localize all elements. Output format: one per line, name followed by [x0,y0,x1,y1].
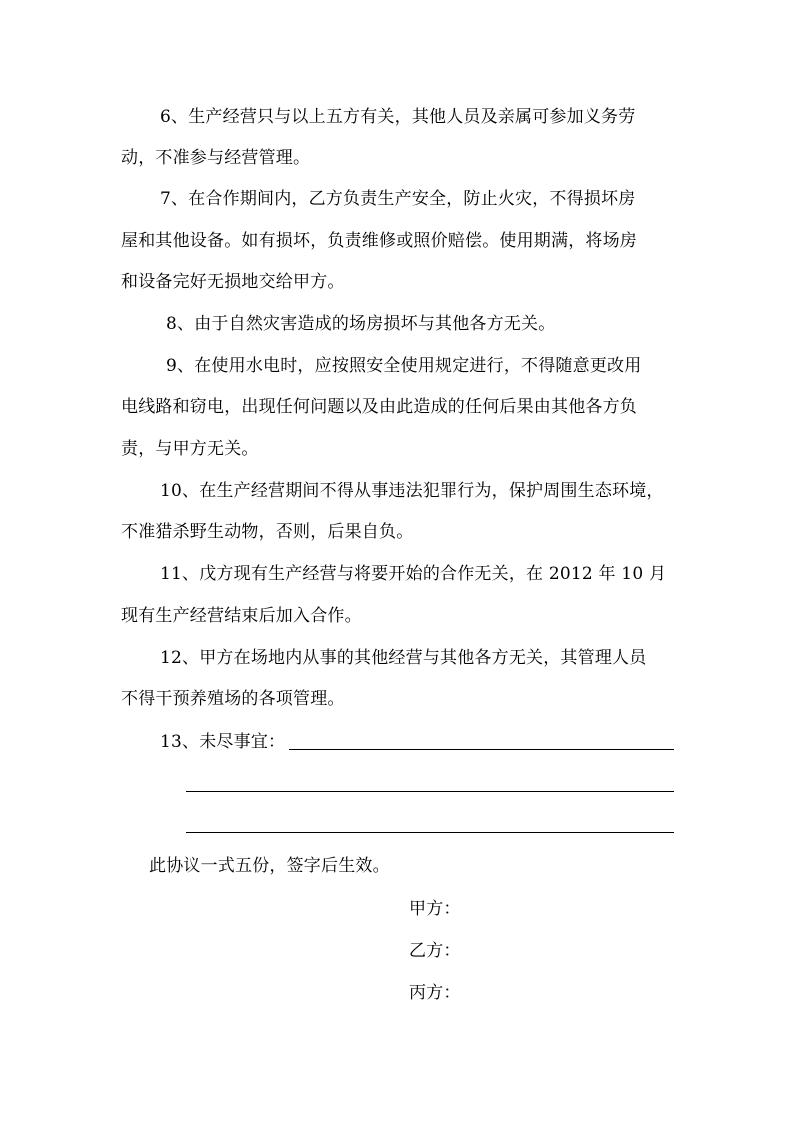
blank-fill-line-3 [186,832,674,833]
clause-7-line-3: 和设备完好无损地交给甲方。 [121,272,345,292]
clause-12-line-2: 不得干预养殖场的各项管理。 [121,689,345,709]
clause-13-line-1: 13、未尽事宜： [160,732,286,752]
closing-statement: 此协议一式五份，签字后生效。 [149,856,390,876]
blank-fill-line-1 [289,749,674,750]
blank-fill-line-2 [186,791,674,792]
clause-12-line-1: 12、甲方在场地内从事的其他经营与其他各方无关，其管理人员 [160,648,647,668]
clause-6-line-2: 动，不准参与经营管理。 [121,148,311,168]
clause-7-line-2: 屋和其他设备。如有损坏，负责维修或照价赔偿。使用期满，将场房 [121,231,637,251]
clause-11-line-2: 现有生产经营结束后加入合作。 [121,606,362,626]
clause-9-line-1: 9、在使用水电时，应按照安全使用规定进行，不得随意更改用 [166,356,642,376]
clause-7-line-1: 7、在合作期间内，乙方负责生产安全，防止火灾，不得损坏房 [160,189,636,209]
signature-party-b: 乙方： [409,941,461,961]
clause-9-line-2: 电线路和窃电，出现任何问题以及由此造成的任何后果由其他各方负 [121,397,637,417]
clause-11-line-1: 11、戊方现有生产经营与将要开始的合作无关，在 2012 年 10 月 [160,564,667,584]
clause-10-line-2: 不准猎杀野生动物，否则，后果自负。 [121,522,414,542]
clause-6-line-1: 6、生产经营只与以上五方有关，其他人员及亲属可参加义务劳 [160,107,636,127]
clause-8-line-1: 8、由于自然灾害造成的场房损坏与其他各方无关。 [166,314,556,334]
clause-9-line-3: 责，与甲方无关。 [121,439,259,459]
signature-party-c: 丙方： [409,983,461,1003]
signature-party-a: 甲方： [409,899,461,919]
clause-10-line-1: 10、在生产经营期间不得从事违法犯罪行为，保护周围生态环境， [160,481,664,501]
